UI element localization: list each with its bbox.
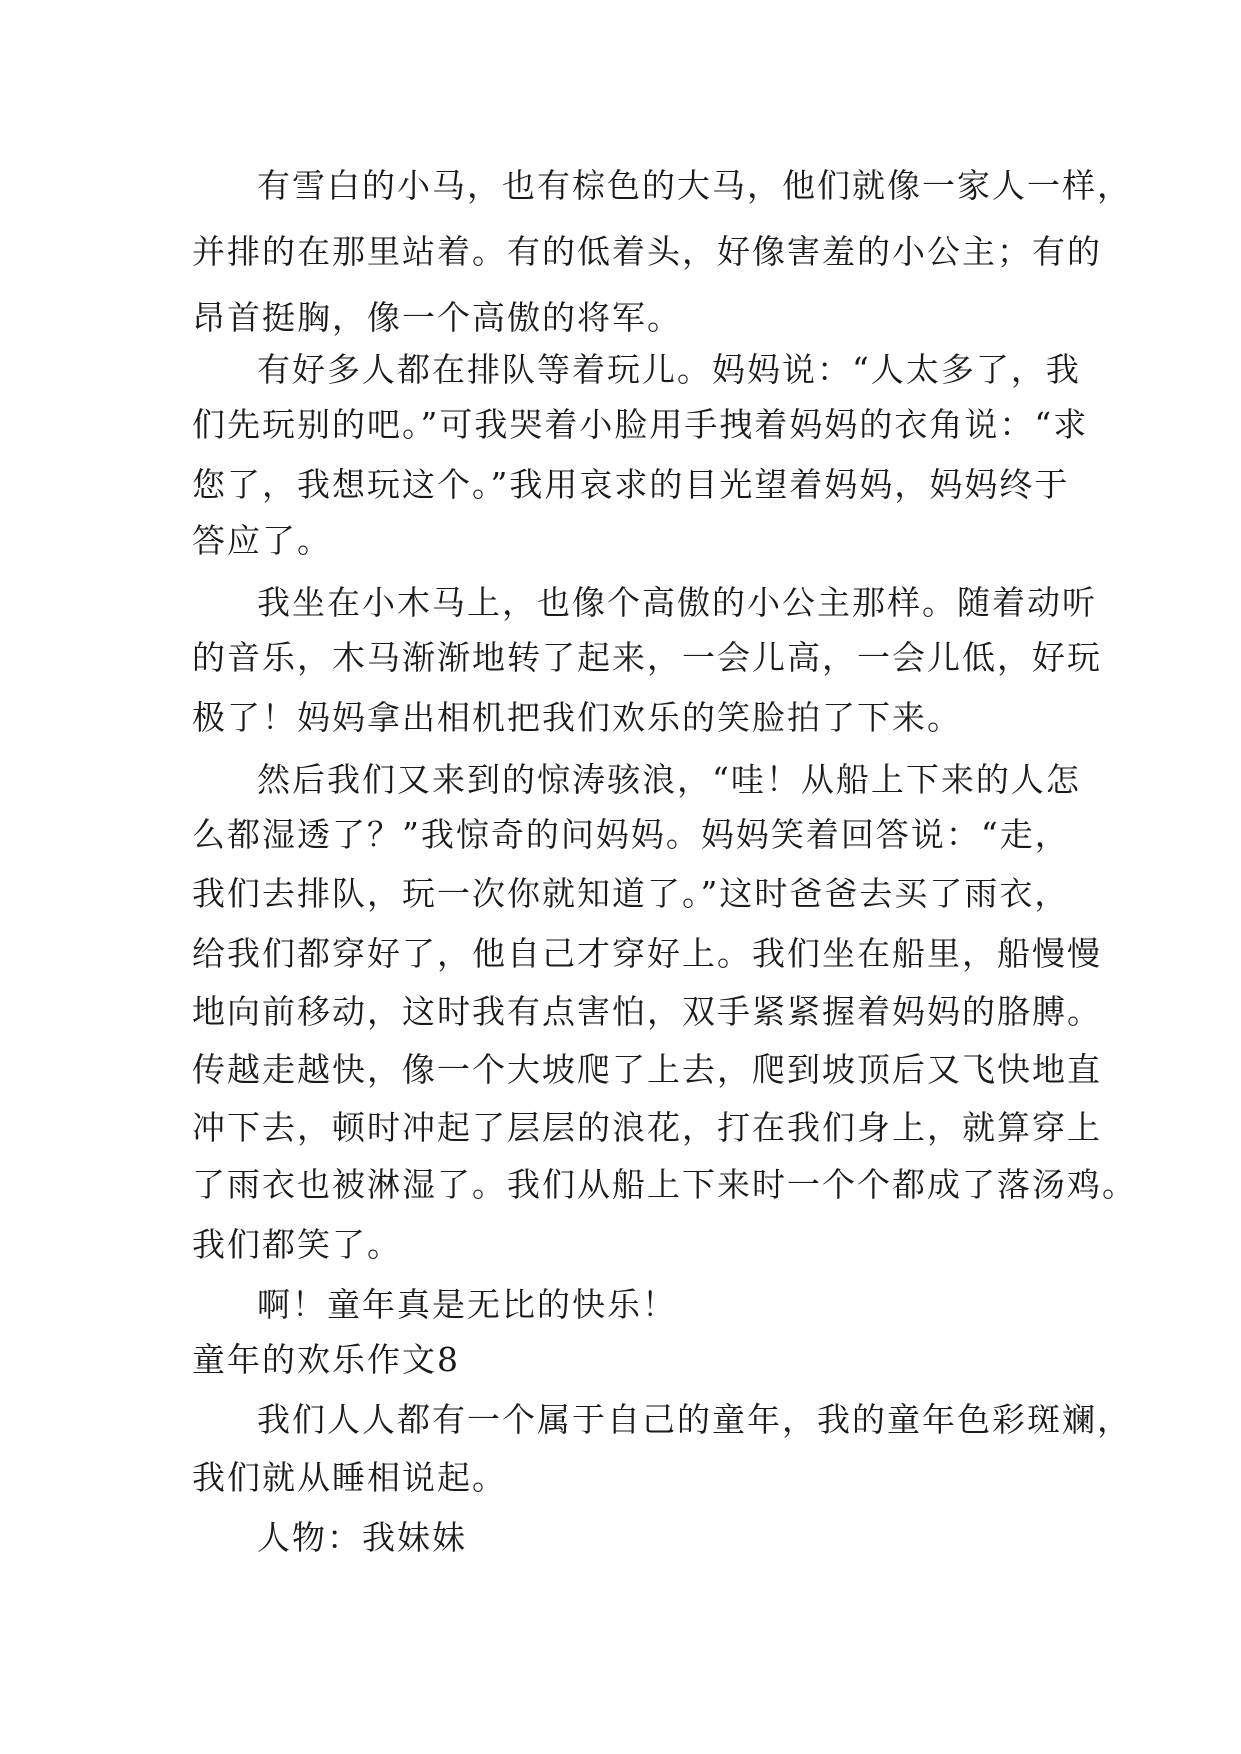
text-line: 传越走越快，像一个大坡爬了上去，爬到坡顶后又飞快地直 [192, 1050, 1102, 1089]
text-line: 昂首挺胸，像一个高傲的将军。 [192, 298, 682, 337]
section-heading: 童年的欢乐作文8 [192, 1340, 460, 1379]
text-line: 极了！妈妈拿出相机把我们欢乐的笑脸拍了下来。 [192, 698, 962, 737]
text-line: 有好多人都在排队等着玩儿。妈妈说：“人太多了，我 [257, 350, 1081, 389]
text-line: 并排的在那里站着。有的低着头，好像害羞的小公主；有的 [192, 232, 1102, 271]
text-line: 给我们都穿好了，他自己才穿好上。我们坐在船里，船慢慢 [192, 934, 1102, 973]
text-line: 我们都笑了。 [192, 1225, 402, 1264]
text-line: 么都湿透了？”我惊奇的问妈妈。妈妈笑着回答说：“走， [192, 815, 1070, 854]
text-line: 了雨衣也被淋湿了。我们从船上下来时一个个都成了落汤鸡。 [192, 1165, 1137, 1204]
text-line: 我们人人都有一个属于自己的童年，我的童年色彩斑斓， [257, 1400, 1132, 1439]
text-line: 的音乐，木马渐渐地转了起来，一会儿高，一会儿低，好玩 [192, 638, 1102, 677]
text-line: 然后我们又来到的惊涛骇浪，“哇！从船上下来的人怎 [257, 760, 1081, 799]
text-line: 您了，我想玩这个。”我用哀求的目光望着妈妈，妈妈终于 [192, 465, 1070, 504]
text-line: 地向前移动，这时我有点害怕，双手紧紧握着妈妈的胳膊。 [192, 992, 1102, 1031]
text-line: 答应了。 [192, 521, 332, 560]
text-line: 们先玩别的吧。”可我哭着小脸用手拽着妈妈的衣角说：“求 [192, 405, 1089, 444]
text-line: 啊！童年真是无比的快乐！ [257, 1285, 677, 1324]
text-line: 我们去排队，玩一次你就知道了。”这时爸爸去买了雨衣， [192, 874, 1070, 913]
text-line: 我坐在小木马上，也像个高傲的小公主那样。随着动听 [257, 583, 1097, 622]
text-line: 我们就从睡相说起。 [192, 1458, 507, 1497]
text-line: 冲下去，顿时冲起了层层的浪花，打在我们身上，就算穿上 [192, 1108, 1102, 1147]
text-line: 有雪白的小马，也有棕色的大马，他们就像一家人一样， [257, 166, 1132, 205]
text-line: 人物：我妹妹 [257, 1518, 467, 1557]
